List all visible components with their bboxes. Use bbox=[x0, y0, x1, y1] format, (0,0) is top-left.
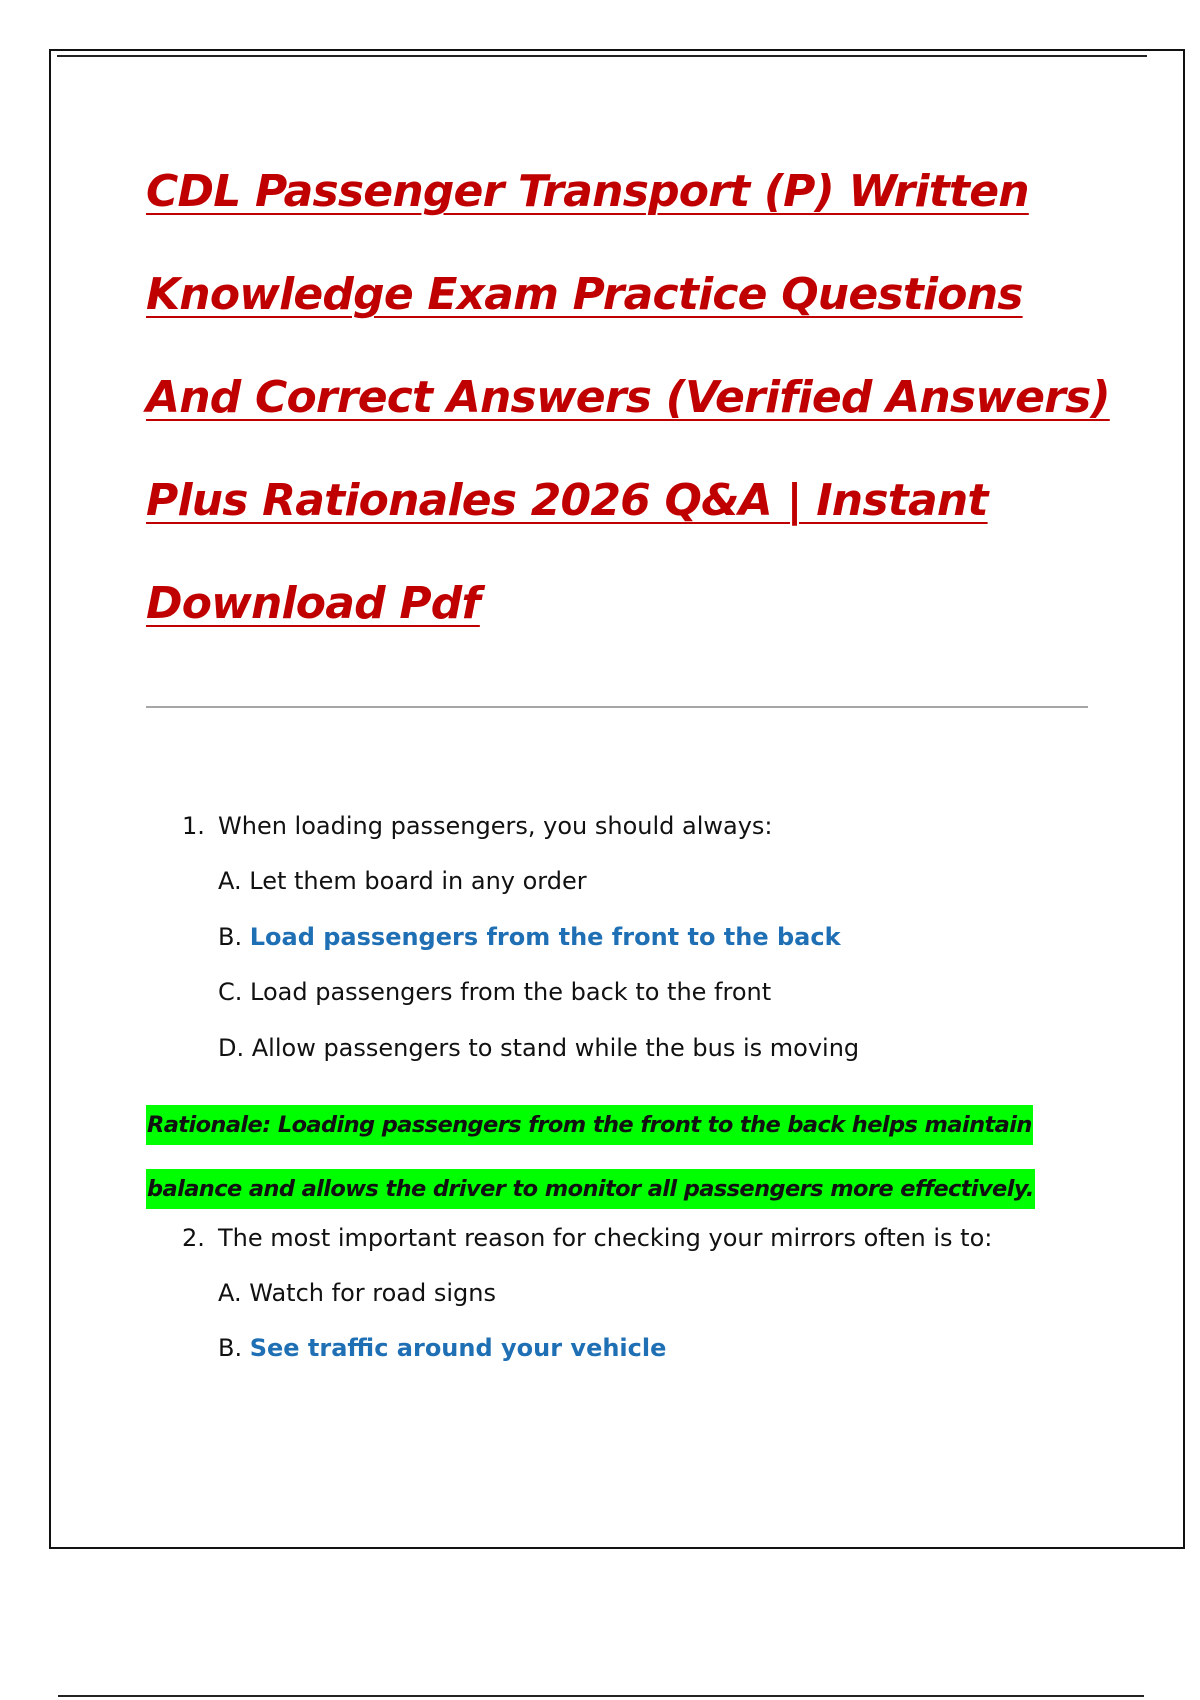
answer-option-a bbox=[218, 1279, 496, 1307]
option-letter: B. bbox=[218, 923, 243, 951]
question-stem bbox=[182, 812, 773, 840]
question-number: 2. bbox=[182, 1224, 205, 1252]
option-letter: A. bbox=[218, 1279, 242, 1307]
document-title bbox=[146, 140, 1110, 655]
title-line: Download Pdf bbox=[146, 578, 480, 629]
question-text: The most important reason for checking your mirrors often is to: bbox=[218, 1224, 993, 1252]
title-line: CDL Passenger Transport (P) Written bbox=[146, 166, 1029, 217]
option-text: Allow passengers to stand while the bus is moving bbox=[251, 1034, 860, 1062]
answer-option-b bbox=[218, 1334, 666, 1362]
question-number: 1. bbox=[182, 812, 205, 840]
correct-answer-text: Load passengers from the front to the back bbox=[249, 923, 841, 951]
option-letter: C. bbox=[218, 978, 243, 1006]
title-line: Plus Rationales 2026 Q&A | Instant bbox=[146, 475, 988, 526]
title-line: And Correct Answers (Verified Answers) bbox=[146, 372, 1110, 423]
bottom-rule bbox=[58, 1695, 1144, 1697]
option-text: Load passengers from the back to the front bbox=[250, 978, 772, 1006]
option-letter: D. bbox=[218, 1034, 245, 1062]
answer-option-a bbox=[218, 867, 587, 895]
rationale-line: balance and allows the driver to monitor all passengers more effectively. bbox=[146, 1169, 1035, 1209]
question-text: When loading passengers, you should always: bbox=[218, 812, 773, 840]
top-rule bbox=[57, 55, 1147, 57]
rationale-line: Rationale: Loading passengers from the front to the back helps maintain bbox=[146, 1105, 1033, 1145]
option-text: Let them board in any order bbox=[249, 867, 587, 895]
title-line: Knowledge Exam Practice Questions bbox=[146, 269, 1023, 320]
question-stem bbox=[182, 1224, 992, 1252]
option-letter: B. bbox=[218, 1334, 243, 1362]
answer-option-c bbox=[218, 978, 771, 1006]
option-letter: A. bbox=[218, 867, 242, 895]
option-text: Watch for road signs bbox=[249, 1279, 496, 1307]
answer-option-b bbox=[218, 923, 841, 951]
correct-answer-text: See traffic around your vehicle bbox=[249, 1334, 667, 1362]
section-divider bbox=[146, 706, 1088, 708]
answer-option-d bbox=[218, 1034, 859, 1062]
rationale-1 bbox=[146, 1097, 1106, 1225]
